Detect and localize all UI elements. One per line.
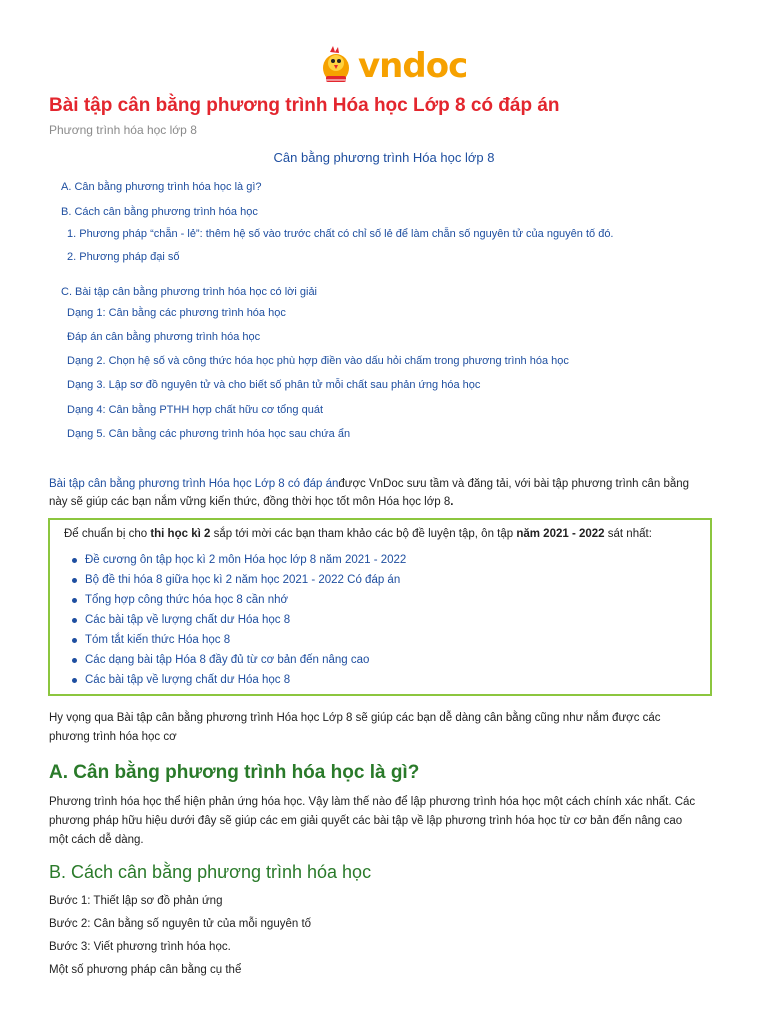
toc-item-dang-1[interactable]: Dạng 1: Cân bằng các phương trình hóa học: [67, 307, 286, 319]
section-a-line-1: Phương trình hóa học thể hiện phản ứng hóa học. Vậy làm thế nào để lập phương trình hóa học một cách chính xác nhất. Các: [49, 796, 696, 808]
section-a-paragraph: [49, 793, 721, 850]
notice-link-label: Các bài tập về lượng chất dư Hóa học 8: [85, 614, 291, 626]
section-a-line-2: phương pháp hữu hiệu dưới đây sẽ giúp các em giải quyết các bài tập về lập phương trình hóa học từ cơ bản đến nâng cao: [49, 815, 683, 827]
section-a-heading: A. Cân bằng phương trình hóa học là gì?: [49, 762, 420, 783]
notice-link-label: Tóm tắt kiến thức Hóa học 8: [85, 634, 231, 646]
notice-link[interactable]: [72, 590, 406, 610]
notice-lead-bold-exam: thi học kì 2: [150, 528, 211, 540]
notice-lead: [64, 528, 652, 540]
step-3: Bước 3: Viết phương trình hóa học.: [49, 941, 231, 953]
notice-link[interactable]: [72, 670, 406, 690]
methods-intro: Một số phương pháp cân bằng cụ thể: [49, 964, 242, 976]
toc-item-dap-an[interactable]: Đáp án cân bằng phương trình hóa học: [67, 331, 261, 343]
toc-item-b[interactable]: B. Cách cân bằng phương trình hóa học: [61, 206, 258, 218]
step-2: Bước 2: Cân bằng số nguyên tử của mỗi nguyên tố: [49, 918, 312, 930]
notice-lead-post: sát nhất:: [604, 528, 652, 540]
notice-link-label: Các dạng bài tập Hóa 8 đầy đủ từ cơ bản đến nâng cao: [85, 654, 370, 666]
notice-link[interactable]: [72, 610, 406, 630]
hope-line-1: Hy vọng qua Bài tập cân bằng phương trình Hóa học Lớp 8 sẽ giúp các bạn dễ dàng cân bằng cũng như nắm được các: [49, 712, 661, 724]
toc-heading: Cân bằng phương trình Hóa học lớp 8: [273, 150, 495, 165]
toc-item-dang-2[interactable]: Dạng 2. Chọn hệ số và công thức hóa học phù hợp điền vào dấu hỏi chấm trong phương trình hóa học: [67, 355, 569, 367]
toc-item-dang-4[interactable]: Dạng 4: Cân bằng PTHH hợp chất hữu cơ tổng quát: [67, 404, 323, 416]
bullet-icon: [72, 558, 77, 563]
notice-box: [48, 518, 712, 696]
notice-link[interactable]: [72, 570, 406, 590]
vndoc-logo[interactable]: [318, 44, 478, 88]
intro-line1-rest: được VnDoc sưu tầm và đăng tải, với bài tập phương trình cân bằng: [338, 478, 690, 490]
logo-wordmark: vndoc: [358, 46, 468, 86]
toc-item-dang-3[interactable]: Dạng 3. Lập sơ đồ nguyên tử và cho biết số phân tử mỗi chất sau phản ứng hóa học: [67, 379, 481, 391]
step-1: Bước 1: Thiết lập sơ đồ phản ứng: [49, 895, 223, 907]
document-subtitle: Phương trình hóa học lớp 8: [49, 123, 197, 137]
toc-item-dang-5[interactable]: Dạng 5. Cân bằng các phương trình hóa học sau chứa ẩn: [67, 428, 351, 440]
document-title: Bài tập cân bằng phương trình Hóa học Lớp 8 có đáp án: [49, 95, 560, 116]
toc-item-a[interactable]: A. Cân bằng phương trình hóa học là gì?: [61, 181, 262, 193]
intro-link[interactable]: Bài tập cân bằng phương trình Hóa học Lớp 8 có đáp án: [49, 478, 339, 490]
section-a-line-3: một cách dễ dàng.: [49, 834, 144, 846]
bullet-icon: [72, 618, 77, 623]
notice-link-label: Bộ đề thi hóa 8 giữa học kì 2 năm học 2021 - 2022 Có đáp án: [85, 574, 401, 586]
notice-link[interactable]: [72, 630, 406, 650]
bullet-icon: [72, 638, 77, 643]
notice-link-list: [72, 550, 406, 690]
notice-lead-bold-year: năm 2021 - 2022: [516, 528, 605, 540]
intro-line2: này sẽ giúp các bạn nắm vững kiến thức, đồng thời học tốt môn Hóa học lớp 8: [49, 496, 451, 508]
bullet-icon: [72, 578, 77, 583]
section-b-heading: B. Cách cân bằng phương trình hóa học: [49, 862, 372, 882]
toc-item-b1[interactable]: 1. Phương pháp “chẵn - lẻ”: thêm hệ số vào trước chất có chỉ số lẻ để làm chẵn số nguyên tử của nguyên tố đó.: [67, 228, 614, 240]
toc-item-c[interactable]: C. Bài tập cân bằng phương trình hóa học có lời giải: [61, 286, 318, 298]
notice-link[interactable]: [72, 650, 406, 670]
notice-link-label: Đề cương ôn tập học kì 2 môn Hóa học lớp 8 năm 2021 - 2022: [85, 554, 407, 566]
notice-lead-pre: Để chuẩn bị cho: [64, 528, 151, 540]
intro-line2-end: .: [450, 496, 454, 508]
notice-link[interactable]: [72, 550, 406, 570]
bullet-icon: [72, 678, 77, 683]
notice-lead-mid: sắp tới mời các bạn tham khảo các bộ đề luyện tập, ôn tập: [210, 528, 517, 540]
rooster-mascot-icon: [318, 46, 354, 86]
hope-line-2: phương trình hóa học cơ: [49, 731, 177, 743]
bullet-icon: [72, 658, 77, 663]
notice-link-label: Tổng hợp công thức hóa học 8 cần nhớ: [85, 594, 289, 606]
intro-paragraph: [49, 475, 721, 511]
toc-item-b2[interactable]: 2. Phương pháp đại số: [67, 251, 180, 263]
hope-paragraph: [49, 709, 721, 747]
bullet-icon: [72, 598, 77, 603]
notice-link-label: Các bài tập về lượng chất dư Hóa học 8: [85, 674, 291, 686]
